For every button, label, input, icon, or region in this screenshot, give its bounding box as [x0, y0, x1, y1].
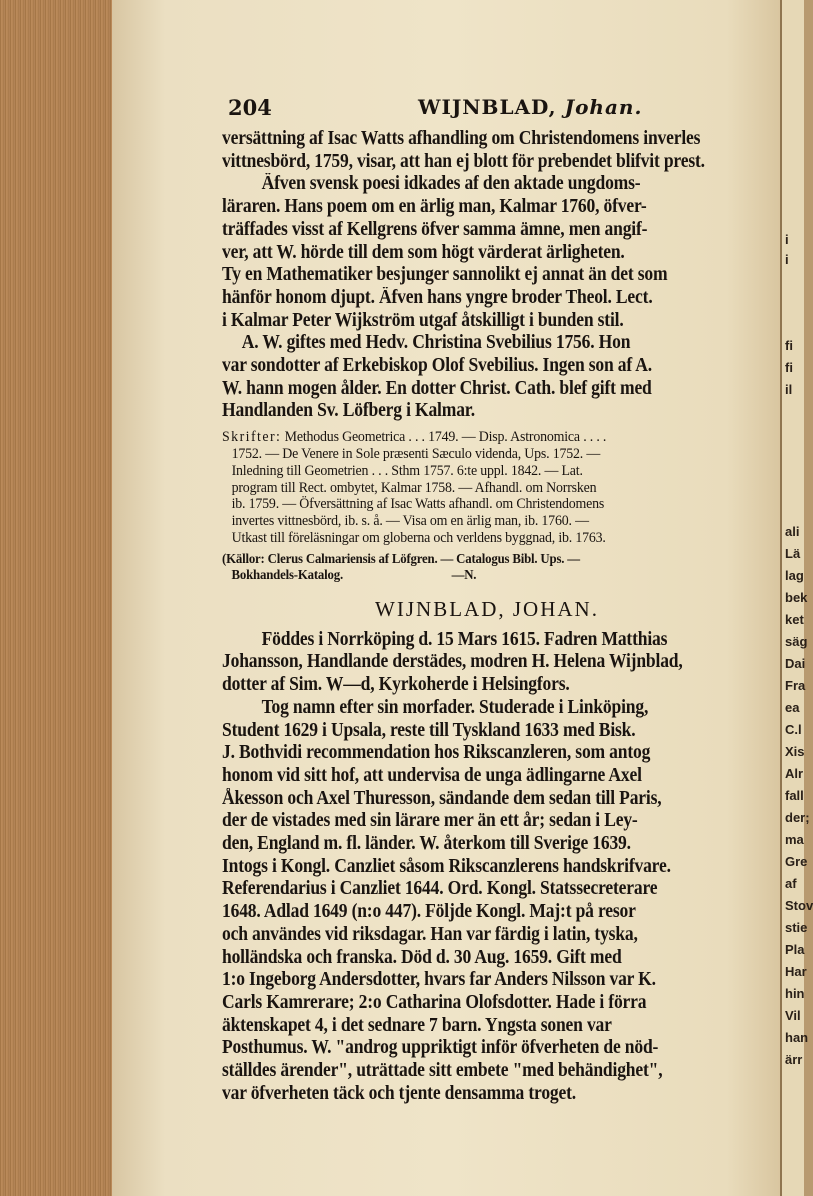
adjacent-fragment: Gre: [785, 854, 808, 869]
adjacent-fragment: Dai: [785, 656, 806, 671]
text-line: Äfven svensk poesi idkades af den aktade ungdoms-: [261, 173, 641, 195]
writings-line: 1752. — De Venere in Sole præsenti Sæculo videnda, Ups. 1752. —: [231, 445, 601, 462]
adjacent-fragment: ärr: [785, 1052, 803, 1067]
text-line: Föddes i Norrköping d. 15 Mars 1615. Fadren Matthias: [261, 628, 668, 650]
text-line: Student 1629 i Upsala, reste till Tyskland 1633 med Bisk.: [222, 719, 636, 741]
running-head: [418, 95, 642, 119]
text-line: var sondotter af Erkebiskop Olof Svebilius. Ingen son af A.: [222, 355, 653, 377]
adjacent-fragment: bek: [785, 590, 808, 605]
writings-label: Skrifter:: [222, 429, 282, 446]
writings-line: program till Rect. ombytet, Kalmar 1758. — Afhandl. om Norrsken: [231, 479, 597, 496]
adjacent-fragment: fall: [785, 788, 804, 803]
adjacent-fragment: fi: [785, 338, 793, 353]
text-line: den, England m. fl. länder. W. återkom till Sverige 1639.: [222, 833, 631, 855]
adjacent-fragment: ket: [785, 612, 804, 627]
adjacent-fragment: Alr: [785, 766, 804, 781]
text-line: ställdes ärender", uträttade sitt embete "med behändighet",: [222, 1060, 663, 1082]
adjacent-fragment: der;: [785, 810, 810, 825]
page-text: [222, 128, 752, 1105]
adjacent-fragment: ma: [785, 832, 804, 847]
text-line: Intogs i Kongl. Canzliet såsom Rikscanzlerens handskrifvare.: [222, 855, 671, 877]
adjacent-fragment: il: [785, 382, 793, 397]
entry-text: [222, 629, 752, 1106]
adjacent-fragment: lag: [785, 568, 804, 583]
adjacent-fragment: fi: [785, 360, 793, 375]
text-line: och användes vid riksdagar. Han var färdig i latin, tyska,: [222, 923, 638, 945]
writings-line: invertes vittnesbörd, ib. s. å. — Visa om en ärlig man, ib. 1760. —: [231, 513, 589, 530]
text-line: dotter af Sim. W—d, Kyrkoherde i Helsingfors.: [222, 674, 570, 696]
adjacent-fragment: C.l: [785, 722, 802, 737]
text-line: hänför honom djupt. Äfven hans yngre broder Theol. Lect.: [222, 286, 653, 308]
sources-note: [222, 551, 752, 583]
text-line: Ty en Mathematiker besjunger sannolikt ej annat än det som: [222, 264, 668, 286]
text-line: holländska och franska. Död d. 30 Aug. 1659. Gift med: [222, 946, 622, 968]
sources-line: Bokhandels-Katalog. —N.: [231, 566, 477, 582]
text-line: i Kalmar Peter Wijkström utgaf åtskilligt i bunden stil.: [222, 309, 624, 331]
text-line: var öfverheten täck och tjente densamma troget.: [222, 1082, 576, 1104]
text-line: Åkesson och Axel Thuresson, sändande dem sedan till Paris,: [222, 787, 662, 809]
text-line: Referendarius i Canzliet 1644. Ord. Kongl. Statssecreterare: [222, 878, 658, 900]
text-line: W. hann mogen ålder. En dotter Christ. Cath. blef gift med: [222, 377, 652, 399]
adjacent-fragment: Xis: [785, 744, 805, 759]
writings-line: Inledning till Geometrien . . . Sthm 1757. 6:te uppl. 1842. — Lat.: [231, 462, 583, 479]
adjacent-fragment: Vil: [785, 1008, 801, 1023]
text-line: Posthumus. W. "androg uppriktigt inför öfverheten de nöd-: [222, 1037, 659, 1059]
text-line: Handlanden Sv. Löfberg i Kalmar.: [222, 400, 475, 422]
running-head-surname: WIJNBLAD,: [418, 95, 557, 119]
adjacent-fragment: af: [785, 876, 797, 891]
adjacent-fragment: han: [785, 1030, 809, 1045]
text-line: honom vid sitt hof, att undervisa de unga ädlingarne Axel: [222, 764, 642, 786]
adjacent-fragment: Stov: [785, 898, 813, 913]
text-line: ver, att W. hörde till dem som högt värderat ärligheten.: [222, 241, 625, 263]
text-line: vittnesbörd, 1759, visar, att han ej blott för prebendet blifvit prest.: [222, 150, 705, 172]
adjacent-fragment: hin: [785, 986, 805, 1001]
text-line: äktenskapet 4, i det sednare 7 barn. Yngsta sonen var: [222, 1014, 612, 1036]
page-header: [228, 95, 748, 121]
text-line: J. Bothvidi recommendation hos Rikscanzleren, som antog: [222, 742, 651, 764]
adjacent-fragment: ali: [785, 524, 800, 539]
entry-title: WIJNBLAD, JOHAN.: [375, 596, 599, 621]
text-line: Tog namn efter sin morfader. Studerade i Linköping,: [261, 696, 649, 718]
text-line: läraren. Hans poem om en ärlig man, Kalmar 1760, öfver-: [222, 196, 647, 218]
text-line: träffades visst af Kellgrens öfver samma ämne, men angif-: [222, 218, 648, 240]
adjacent-fragment: Fra: [785, 678, 806, 693]
running-head-given-name: Johan.: [564, 95, 643, 119]
text-line: der de vistades med sin lärare mer än ett år; sedan i Ley-: [222, 810, 638, 832]
adjacent-fragment: i: [785, 232, 789, 247]
adjacent-fragment: Har: [785, 964, 807, 979]
adjacent-fragment: säg: [785, 634, 808, 649]
text-line: versättning af Isac Watts afhandling om Christendomens inverles: [222, 128, 701, 149]
text-line: A. W. giftes med Hedv. Christina Svebilius 1756. Hon: [241, 332, 631, 354]
adjacent-fragment: stie: [785, 920, 808, 935]
writings-line: ib. 1759. — Öfversättning af Isac Watts afhandl. om Christendomens: [231, 496, 605, 513]
previous-entry-text: [222, 128, 752, 423]
writings-list: [222, 429, 752, 547]
book-page-edges: [0, 0, 112, 1196]
page-number: 204: [228, 95, 272, 120]
text-line: 1648. Adlad 1649 (n:o 447). Följde Kongl. Maj:t på resor: [222, 901, 636, 923]
adjacent-fragment: ea: [785, 700, 800, 715]
adjacent-fragment: Pla: [785, 942, 805, 957]
adjacent-fragment: Lä: [785, 546, 801, 561]
adjacent-fragment: i: [785, 252, 789, 267]
adjacent-page-strip: [780, 0, 813, 1196]
text-line: Johansson, Handlande derstädes, modren H. Helena Wijnblad,: [222, 651, 683, 673]
writings-line: Skrifter: Methodus Geometrica . . . 1749. — Disp. Astronomica . . . .: [222, 429, 607, 446]
writings-line: Utkast till föreläsningar om globerna och verldens byggnad, ib. 1763.: [231, 529, 606, 546]
text-line: Carls Kamrerare; 2:o Catharina Olofsdotter. Hade i förra: [222, 991, 647, 1013]
sources-line: (Källor: Clerus Calmariensis af Löfgren. — Catalogus Bibl. Ups. —: [222, 550, 580, 566]
text-line: 1:o Ingeborg Andersdotter, hvars far Anders Nilsson var K.: [222, 969, 656, 991]
